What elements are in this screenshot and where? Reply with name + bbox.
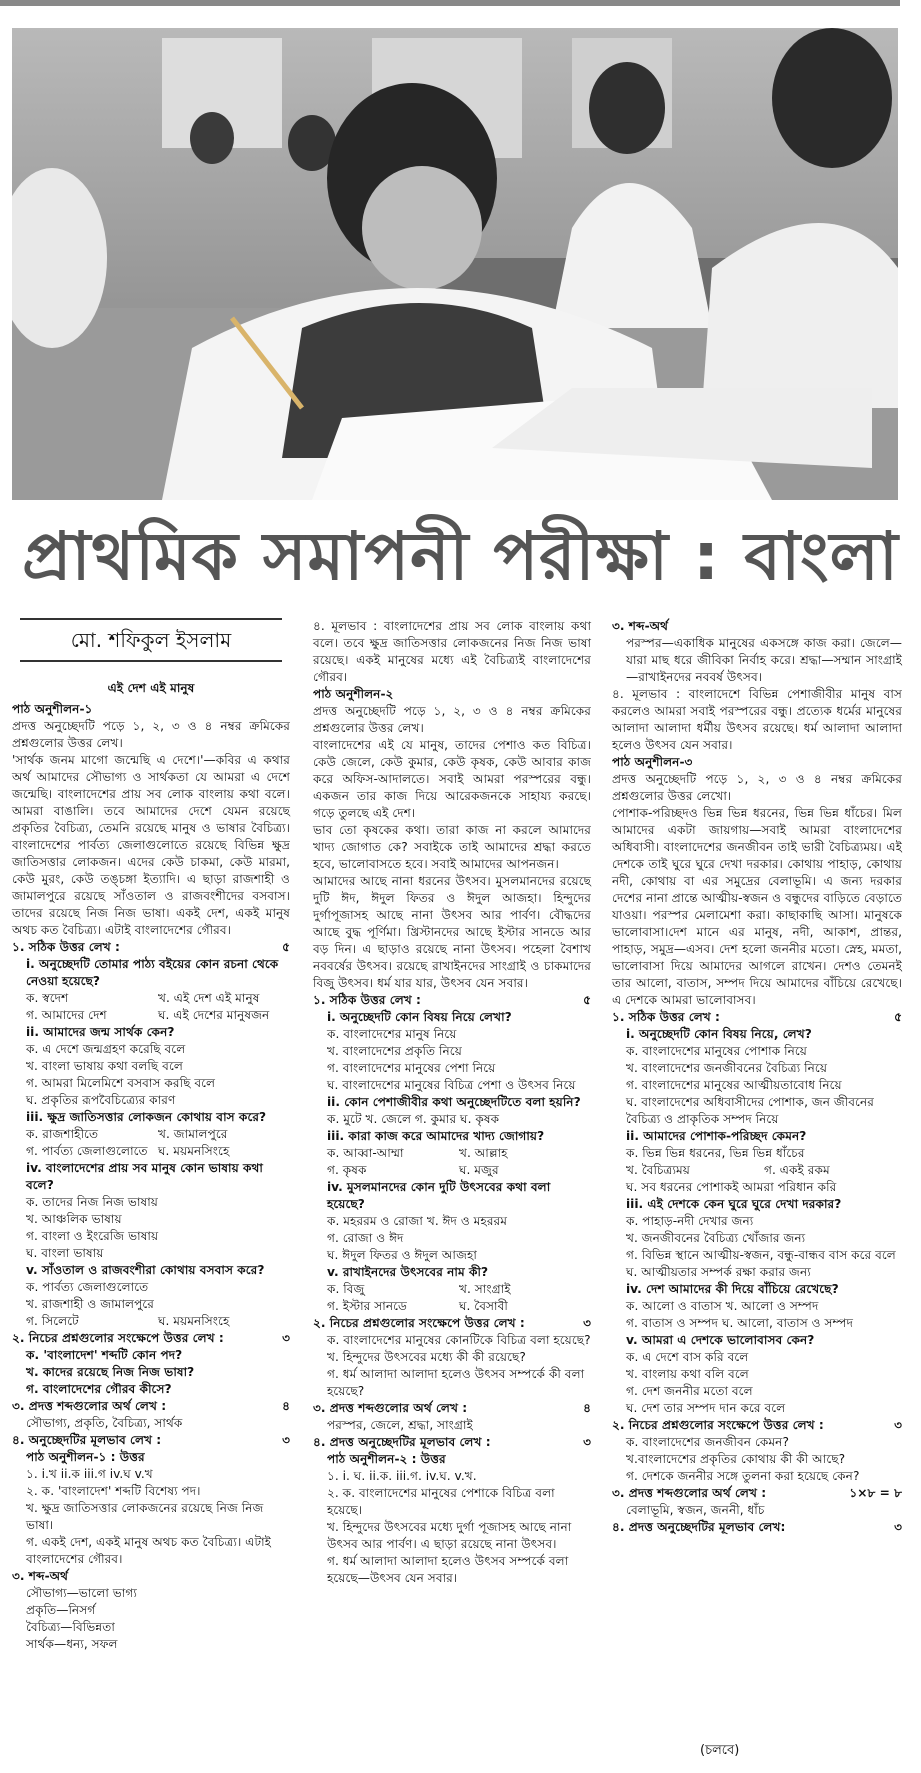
answer: ১. i.খ ii.ক iii.গ iv.ঘ v.খ [26, 1467, 153, 1481]
passage: পোশাক-পরিচ্ছদও ভিন্ন ভিন্ন ধরনের, ভিন্ন ভিন্ন ধাঁচের। মিল আমাদের একটা জায়গায়—সবাই আমরা বাংলাদেশের অধিবাসী। বাংলাদেশের জনজীবন তাই ভারী বৈচিত্র্যময়। এই দেশকে তাই ঘুরে ঘুরে দেখা দরকার। কোথায় পাহাড়, কোথায় নদী, কোথায় বা এর সমুদ্রের বেলাভূমি। এ জন্য দরকার দেশের নানা প্রান্তে আত্মীয়-স্বজন ও বন্ধুদের বাড়িতে বেড়াতে যাওয়া। পরস্পর মেলামেশা করা। কাছাকাছি আসা। মানুষকে ভালোবাসা।দেশ মানে এর মানুষ, নদী, আকাশ, প্রান্তর, পাহাড়, সমুদ্র—এসব। দেশ হলো জননীর মতো। স্নেহ, মমতা, ভালোবাসা দিয়ে আমাদের আগলে রাখেন। দেশও তেমনই তার আলো, বাতাস, সম্পদ দিয়ে আমাদের বাঁচিয়ে রেখেছে। এ দেশকে আমরা ভালোবাসব। [612, 806, 902, 1007]
option: খ. বাংলাদেশের জনজীবনের বৈচিত্র্য নিয়ে [626, 1061, 827, 1075]
word-list: সৌভাগ্য, প্রকৃতি, বৈচিত্র্য, সার্থক [26, 1416, 183, 1430]
question: i. অনুচ্ছেদটি তোমার পাঠ্য বইয়ের কোন রচনা থেকে নেওয়া হয়েছে? [26, 957, 279, 988]
summary: ৪. মূলভাব : বাংলাদেশে বিভিন্ন পেশাজীবীর মানুষ বাস করলেও আমরা সবাই পরস্পরের বন্ধু। প্রত্যেক ধর্মের মানুষের আলাদা আলাদা ধর্মীয় উৎসব রয়েছে। ধর্ম আলাদা আলাদা হলেও উৎসব যেন সবার। [612, 687, 902, 752]
option: ক. পার্বত্য জেলাগুলোতে [26, 1280, 149, 1294]
question-heading: ২. নিচের প্রশ্নগুলোর সংক্ষেপে উত্তর লেখ : ৩ [313, 1316, 591, 1330]
question-heading: ৪. প্রদত্ত অনুচ্ছেদটির মূলভাব লেখ: ৩ [612, 1520, 902, 1534]
options-row: ক. স্বদেশ খ. এই দেশ এই মানুষ [26, 991, 260, 1005]
author-byline: মো. শফিকুল ইসলাম [20, 618, 282, 662]
option: খ. রাজশাহী ও জামালপুরে [26, 1297, 154, 1311]
question: গ. ধর্ম আলাদা আলাদা হলেও উৎসব সম্পর্কে কী বলা হয়েছে? [327, 1367, 585, 1398]
column-1 [12, 618, 290, 1653]
question: ii. আমাদের জন্ম সার্থক কেন? [26, 1025, 175, 1039]
option: গ. আমরা মিলেমিশে বসবাস করছি বলে [26, 1076, 216, 1090]
option: গ. বাংলাদেশের মানুষের পেশা নিয়ে [327, 1061, 496, 1075]
answer: ২. ক. বাংলাদেশের মানুষের পেশাকে বিচিত্র বলা হয়েছে। [327, 1486, 555, 1517]
instructions: প্রদত্ত অনুচ্ছেদটি পড়ে ১, ২, ৩ ও ৪ নম্বর ক্রমিকের প্রশ্নগুলোর উত্তর লেখ। [313, 704, 591, 735]
question: i. অনুচ্ছেদটি কোন বিষয় নিয়ে, লেখ? [626, 1027, 812, 1041]
question: ক. বাংলাদেশের জনজীবন কেমন? [626, 1435, 789, 1449]
question: v. রাখাইনদের উৎসবের নাম কী? [327, 1265, 489, 1279]
options-row: ক. বিজু খ. সাংগ্রাই [327, 1282, 511, 1296]
option: খ. বাংলাদেশের প্রকৃতি নিয়ে [327, 1044, 462, 1058]
option: ক. তাদের নিজ নিজ ভাষায় [26, 1195, 158, 1209]
question-heading: ১. সঠিক উত্তর লেখ : ৫ [12, 940, 290, 954]
answer-heading: পাঠ অনুশীলন-২ : উত্তর [327, 1452, 446, 1466]
question: গ. দেশকে জননীর সঙ্গে তুলনা করা হয়েছে কেন? [626, 1469, 860, 1483]
answer-heading: ৩. শব্দ-অর্থ [12, 1569, 69, 1583]
answer-heading: ৩. শব্দ-অর্থ [612, 619, 669, 633]
answer: গ. একই দেশ, একই মানুষ অথচ কত বৈচিত্র্য। এটাই বাংলাদেশের গৌরব। [26, 1535, 271, 1566]
instructions: প্রদত্ত অনুচ্ছেদটি পড়ে ১, ২, ৩ ও ৪ নম্বর ক্রমিকের প্রশ্নগুলোর উত্তর লেখ। [12, 719, 290, 750]
options-row: গ. পার্বত্য জেলাগুলোতে ঘ. ময়মনসিংহে [26, 1144, 230, 1158]
question-heading: ১. সঠিক উত্তর লেখ : ৫ [313, 993, 591, 1007]
option: ঘ. বাংলাদেশের মানুষের বিচিত্র পেশা ও উৎসব নিয়ে [327, 1078, 576, 1092]
question-heading: ৩. প্রদত্ত শব্দগুলোর অর্থ লেখ : ১×৮ = ৮ [612, 1486, 902, 1500]
option: ক. এ দেশে বাস করি বলে [626, 1350, 749, 1364]
continued-note: (চলবে) [700, 1743, 740, 1758]
option: গ. বাংলাদেশের মানুষের আত্মীয়তাবোধ নিয়ে [626, 1078, 842, 1092]
answer-heading: পাঠ অনুশীলন-১ : উত্তর [26, 1450, 145, 1464]
option: খ. বাংলা ভাষায় কথা বলছি বলে [26, 1059, 183, 1073]
column-2 [313, 618, 591, 1587]
question-heading: ১. সঠিক উত্তর লেখ : ৫ [612, 1010, 902, 1024]
students-writing-exam-photo [12, 28, 898, 500]
question: ii. কোন পেশাজীবীর কথা অনুচ্ছেদটিতে বলা হয়নি? [327, 1095, 581, 1109]
options-row: গ. আমাদের দেশ ঘ. এই দেশের মানুষজন [26, 1008, 270, 1022]
question-heading: ৪. অনুচ্ছেদটির মূলভাব লেখ : ৩ [12, 1433, 290, 1447]
options-row: ক. আব্বা-আম্মা খ. আল্লাহ [327, 1146, 508, 1160]
question: ক. 'বাংলাদেশ' শব্দটি কোন পদ? [26, 1348, 183, 1362]
option: গ. বাংলা ও ইংরেজি ভাষায় [26, 1229, 159, 1243]
option: ঘ. প্রকৃতির রূপবৈচিত্র্যের কারণ [26, 1093, 176, 1107]
option: গ. দেশ জননীর মতো বলে [626, 1384, 753, 1398]
option: গ. রোজা ও ঈদ [327, 1231, 404, 1245]
options-row: ক. রাজশাহীতে খ. জামালপুরে [26, 1127, 228, 1141]
options-row: গ. বাতাস ও সম্পদ ঘ. আলো, বাতাস ও সম্পদ [626, 1316, 854, 1330]
answer: সার্থক—ধন্য, সফল [26, 1637, 118, 1651]
question: গ. বাংলাদেশের গৌরব কীসে? [26, 1382, 172, 1396]
practice-heading: পাঠ অনুশীলন-৩ [612, 755, 693, 769]
answer: খ. হিন্দুদের উৎসবের মধ্যে দুর্গা পূজাসহ আছে নানা উৎসব আর পার্বণ। এ ছাড়া রয়েছে নানা উৎসব। [327, 1520, 572, 1551]
instructions: প্রদত্ত অনুচ্ছেদটি পড়ে ১, ২, ৩ ও ৪ নম্বর ক্রমিকের প্রশ্নগুলোর উত্তর লেখো। [612, 772, 902, 803]
top-rule [0, 0, 900, 6]
option: ক. ভিন্ন ভিন্ন ধরনের, ভিন্ন ভিন্ন ধাঁচের [626, 1146, 805, 1160]
question-heading: ২. নিচের প্রশ্নগুলোর সংক্ষেপে উত্তর লেখ : ৩ [12, 1331, 290, 1345]
question: খ. হিন্দুদের উৎসবের মধ্যে কী কী রয়েছে? [327, 1350, 526, 1364]
students-exam-photo [12, 28, 898, 500]
question: iii. এই দেশকে কেন ঘুরে ঘুরে দেখা দরকার? [626, 1197, 842, 1211]
options-row: ক. মহররম ও রোজা খ. ঈদ ও মহররম [327, 1214, 508, 1228]
options-row: ক. মুটে খ. জেলে গ. কুমার ঘ. কৃষক [327, 1112, 500, 1126]
chapter-title: এই দেশ এই মানুষ [107, 681, 195, 695]
option: খ. আঞ্চলিক ভাষায় [26, 1212, 122, 1226]
options-row: গ. ইস্টার সানডে ঘ. বৈসাবী [327, 1299, 508, 1313]
option: ঘ. আত্মীয়তার সম্পর্ক রক্ষা করার জন্য [626, 1265, 811, 1279]
column-3 [612, 618, 902, 1536]
question-heading: ৩. প্রদত্ত শব্দগুলোর অর্থ লেখ : ৪ [12, 1399, 290, 1413]
question: i. অনুচ্ছেদটি কোন বিষয় নিয়ে লেখা? [327, 1010, 512, 1024]
answer: ২. ক. 'বাংলাদেশ' শব্দটি বিশেষ্য পদ। [26, 1484, 201, 1498]
question-heading: ৩. প্রদত্ত শব্দগুলোর অর্থ লেখ : ৪ [313, 1401, 591, 1415]
passage: বাংলাদেশের এই যে মানুষ, তাদের পেশাও কত বিচিত্র। কেউ জেলে, কেউ কুমার, কেউ কৃষক, কেউ আবার কাজ করে অফিস-আদালতে। সবাই আমরা পরস্পরের বন্ধু। একজন তার কাজ দিয়ে আরেকজনকে সাহায্য করছে। গড়ে তুলছে এই দেশ। [313, 738, 591, 820]
question: খ.বাংলাদেশের প্রকৃতির কোথায় কী কী আছে? [626, 1452, 846, 1466]
summary: ৪. মূলভাব : বাংলাদেশের প্রায় সব লোক বাংলায় কথা বলে। তবে ক্ষুদ্র জাতিসত্তার লোকজনের নিজ নিজ ভাষা রয়েছে। একই মানুষের মধ্যে এই বৈচিত্র্যই বাংলাদেশের গৌরব। [313, 619, 591, 684]
option: ঘ. সব ধরনের পোশাকই আমরা পরিধান করি [626, 1180, 837, 1194]
question: v. সাঁওতাল ও রাজবংশীরা কোথায় বসবাস করে? [26, 1263, 265, 1277]
answer: পরস্পর—একাধিক মানুষের একসঙ্গে কাজ করা। জেলে—যারা মাছ ধরে জীবিকা নির্বাহ করে। শ্রদ্ধা—সম্মান সাংগ্রাই—রাখাইনদের নববর্ষ উৎসব। [626, 636, 902, 684]
option: ঘ. বাংলা ভাষায় [26, 1246, 104, 1260]
question: iii. কারা কাজ করে আমাদের খাদ্য জোগায়? [327, 1129, 545, 1143]
question: iii. ক্ষুদ্র জাতিসত্তার লোকজন কোথায় বাস করে? [26, 1110, 267, 1124]
passage: ভাব তো কৃষকের কথা। তারা কাজ না করলে আমাদের খাদ্য জোগাত কে? সবাইকে তাই আমাদের শ্রদ্ধা করতে হবে, ভালোবাসতে হবে। সবাই আমাদের আপনজন। [313, 823, 591, 871]
question: ii. আমাদের পোশাক-পরিচ্ছদ কেমন? [626, 1129, 807, 1143]
option: ক. পাহাড়-নদী দেখার জন্য [626, 1214, 754, 1228]
option: ঘ. ঈদুল ফিতর ও ঈদুল আজহা [327, 1248, 477, 1262]
question: v. আমরা এ দেশকে ভালোবাসব কেন? [626, 1333, 815, 1347]
answer: খ. ক্ষুদ্র জাতিসত্তার লোকজনের রয়েছে নিজ নিজ ভাষা। [26, 1501, 264, 1532]
option: ক. বাংলাদেশের মানুষ নিয়ে [327, 1027, 457, 1041]
option: ক. এ দেশে জন্মগ্রহণ করেছি বলে [26, 1042, 186, 1056]
question-heading: ২. নিচের প্রশ্নগুলোর সংক্ষেপে উত্তর লেখ : ৩ [612, 1418, 902, 1432]
options-row: গ. কৃষক ঘ. মজুর [327, 1163, 499, 1177]
question: ক. বাংলাদেশের মানুষের কোনটিকে বিচিত্র বলা হয়েছে? [327, 1333, 591, 1347]
headline: প্রাথমিক সমাপনী পরীক্ষা : বাংলা [22, 518, 899, 595]
options-row: ক. আলো ও বাতাস খ. আলো ও সম্পদ [626, 1299, 819, 1313]
practice-heading: পাঠ অনুশীলন-২ [313, 687, 394, 701]
options-row: খ. বৈচিত্র্যময় গ. একই রকম [626, 1163, 830, 1177]
option: ঘ. বাংলাদেশের অধিবাসীদের পোশাক, জন জীবনের বৈচিত্র্য ও প্রাকৃতিক সম্পদ নিয়ে [626, 1095, 874, 1126]
passage: 'সার্থক জনম মাগো জন্মেছি এ দেশে।'—কবির এ কথার অর্থ আমাদের সৌভাগ্য ও সার্থকতা যে আমরা এ দেশে জন্মেছি। বাংলাদেশের প্রায় সব লোক বাংলায় কথা বলে। আমরা বাঙালি। তবে আমাদের দেশে যেমন রয়েছে প্রকৃতির বৈচিত্র্য, তেমনি রয়েছে মানুষ ও ভাষার বৈচিত্র্য। বাংলাদেশের পার্বত্য জেলাগুলোতে রয়েছে বিভিন্ন ক্ষুদ্র জাতিসত্তার লোকজন। এদের কেউ চাকমা, কেউ মারমা, কেউ মুরং, কেউ তঙ্চঙ্গা ইত্যাদি। এ ছাড়া রাজশাহী ও জামালপুরে রয়েছে সাঁওতাল ও রাজবংশীদের বসবাস। তাদের রয়েছে নিজ নিজ ভাষা। একই দেশ, একই মানুষ অথচ কত বৈচিত্র্য। এটাই বাংলাদেশের গৌরব। [12, 753, 290, 937]
option: খ. জনজীবনের বৈচিত্র্য খোঁজার জন্য [626, 1231, 806, 1245]
question: iv. বাংলাদেশের প্রায় সব মানুষ কোন ভাষায় কথা বলে? [26, 1161, 263, 1192]
question: iv. মুসলমানদের কোন দুটি উৎসবের কথা বলা হয়েছে? [327, 1180, 551, 1211]
question: খ. কাদের রয়েছে নিজ নিজ ভাষা? [26, 1365, 195, 1379]
answer: ১. i. ঘ. ii.ক. iii.গ. iv.ঘ. v.খ. [327, 1469, 477, 1483]
passage: আমাদের আছে নানা ধরনের উৎসব। মুসলমানদের রয়েছে দুটি ঈদ, ঈদুল ফিতর ও ঈদুল আজহা। হিন্দুদের দুর্গাপূজাসহ আছে নানা উৎসব আর পার্বণ। বৌদ্ধদের আছে বুদ্ধ পূর্ণিমা। খ্রিস্টানদের আছে ইস্টার সানডে আর বড় দিন। এ ছাড়াও রয়েছে নানা উৎসব। পহেলা বৈশাখ নববর্ষের উৎসব। রয়েছে রাখাইনদের সাংগ্রাই ও চাকমাদের বিজু উৎসব। ধর্ম যার যার, উৎসব যেন সবার। [313, 874, 591, 990]
question: iv. দেশ আমাদের কী দিয়ে বাঁচিয়ে রেখেছে? [626, 1282, 839, 1296]
options-row: গ. সিলেটে ঘ. ময়মনসিংহে [26, 1314, 230, 1328]
option: ঘ. দেশ তার সম্পদ দান করে বলে [626, 1401, 786, 1415]
answer: প্রকৃতি—নিসর্গ [26, 1603, 96, 1617]
option: গ. বিভিন্ন স্থানে আত্মীয়-স্বজন, বন্ধু-বান্ধব বাস করে বলে [626, 1248, 896, 1262]
answer: সৌভাগ্য—ভালো ভাগ্য [26, 1586, 137, 1600]
word-list: পরস্পর, জেলে, শ্রদ্ধা, সাংগ্রাই [327, 1418, 473, 1432]
answer: গ. ধর্ম আলাদা আলাদা হলেও উৎসব সম্পর্কে বলা হয়েছে—উৎসব যেন সবার। [327, 1554, 569, 1585]
question-heading: ৪. প্রদত্ত অনুচ্ছেদটির মূলভাব লেখ : ৩ [313, 1435, 591, 1449]
practice-heading: পাঠ অনুশীলন-১ [12, 702, 93, 716]
option: ক. বাংলাদেশের মানুষের পোশাক নিয়ে [626, 1044, 807, 1058]
word-list: বেলাভূমি, স্বজন, জননী, ধাঁচ [626, 1503, 765, 1517]
option: খ. বাংলায় কথা বলি বলে [626, 1367, 749, 1381]
answer: বৈচিত্র্য—বিভিন্নতা [26, 1620, 115, 1634]
